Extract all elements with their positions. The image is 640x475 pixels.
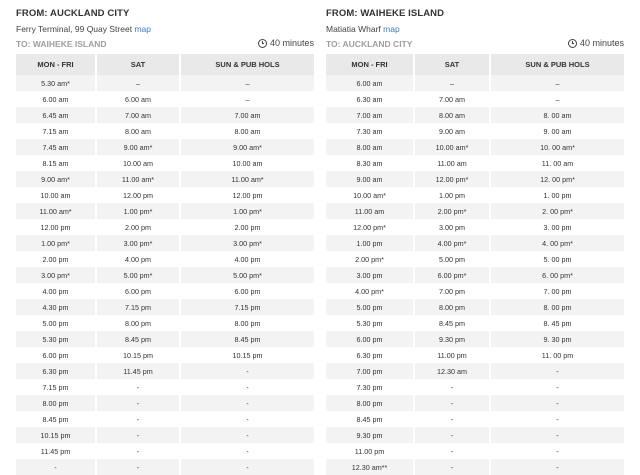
duration-text: 40 minutes (269, 38, 314, 48)
cell-sat: – (96, 75, 180, 91)
cell-sun-pub-hols: 4. 00 pm* (490, 235, 624, 251)
cell-mon-fri: 5.00 pm (326, 299, 414, 315)
table-row (16, 139, 314, 155)
cell-mon-fri: 11.45 pm (16, 443, 96, 459)
departure-heading: FROM: WAIHEKE ISLAND (326, 8, 445, 19)
table-row (326, 443, 624, 459)
cell-sun-pub-hols: - (180, 411, 314, 427)
cell-sun-pub-hols: - (490, 363, 624, 379)
cell-mon-fri: 7.15 am (16, 123, 96, 139)
cell-mon-fri: 12.00 pm* (326, 219, 414, 235)
table-row (326, 299, 624, 315)
cell-sun-pub-hols: – (180, 75, 314, 91)
table-row (326, 411, 624, 427)
cell-sun-pub-hols: 12.00 pm (180, 187, 314, 203)
timetable-table (16, 54, 314, 475)
cell-sat: 6.00 am (96, 91, 180, 107)
table-row (16, 299, 314, 315)
cell-sun-pub-hols: - (180, 443, 314, 459)
table-row (16, 379, 314, 395)
map-link[interactable]: map (383, 24, 400, 34)
table-row (16, 187, 314, 203)
cell-sat: - (96, 379, 180, 395)
cell-sat: 4.00 pm (96, 251, 180, 267)
table-row (16, 75, 314, 91)
table-row (16, 123, 314, 139)
table-row (326, 347, 624, 363)
cell-sun-pub-hols: - (490, 395, 624, 411)
cell-sun-pub-hols: 7.15 pm (180, 299, 314, 315)
cell-sat: 7.00 pm (414, 283, 490, 299)
cell-mon-fri: 5.30 am* (16, 75, 96, 91)
table-row (326, 139, 624, 155)
cell-mon-fri: 7.30 pm (326, 379, 414, 395)
cell-mon-fri: 12.30 am** (326, 459, 414, 475)
cell-sat: 3.00 pm (414, 219, 490, 235)
cell-mon-fri: 8.00 pm (326, 395, 414, 411)
cell-mon-fri: 7.45 am (16, 139, 96, 155)
table-row (326, 459, 624, 475)
column-header-sun-pub-hols: SUN & PUB HOLS (180, 54, 314, 75)
cell-mon-fri: 4.30 pm (16, 299, 96, 315)
cell-sun-pub-hols: 11. 00 am (490, 155, 624, 171)
cell-mon-fri: 8.45 pm (16, 411, 96, 427)
cell-sun-pub-hols: - (180, 395, 314, 411)
cell-sat: - (96, 427, 180, 443)
cell-sun-pub-hols: 7. 00 pm (490, 283, 624, 299)
table-row (16, 107, 314, 123)
table-row (326, 235, 624, 251)
departure-location (326, 24, 400, 34)
table-row (326, 395, 624, 411)
cell-sat: 6.00 pm* (414, 267, 490, 283)
table-row (326, 155, 624, 171)
cell-mon-fri: 6.30 am (326, 91, 414, 107)
cell-sun-pub-hols: - (180, 459, 314, 475)
cell-mon-fri: 8.15 am (16, 155, 96, 171)
cell-sun-pub-hols: 11. 00 pm (490, 347, 624, 363)
cell-mon-fri: 6.00 pm (326, 331, 414, 347)
cell-mon-fri: 6.45 am (16, 107, 96, 123)
cell-sat: 2.00 pm (96, 219, 180, 235)
cell-mon-fri: 6.30 pm (326, 347, 414, 363)
table-row (16, 443, 314, 459)
cell-mon-fri: 3.00 pm (326, 267, 414, 283)
clock-icon (568, 39, 577, 48)
table-row (326, 203, 624, 219)
cell-sat: 10.00 am* (414, 139, 490, 155)
cell-sat: 11.45 pm (96, 363, 180, 379)
cell-mon-fri: 8.45 pm (326, 411, 414, 427)
cell-sun-pub-hols: 2.00 pm (180, 219, 314, 235)
cell-sun-pub-hols: – (490, 91, 624, 107)
duration-text: 40 minutes (579, 38, 624, 48)
table-row (16, 235, 314, 251)
cell-sat: 10.00 am (96, 155, 180, 171)
clock-icon (258, 39, 267, 48)
cell-mon-fri: - (16, 459, 96, 475)
cell-sun-pub-hols: 12. 00 pm* (490, 171, 624, 187)
cell-sun-pub-hols: 8. 00 pm (490, 299, 624, 315)
cell-mon-fri: 7.15 pm (16, 379, 96, 395)
cell-sat: 12.00 pm (96, 187, 180, 203)
cell-sat: 4.00 pm* (414, 235, 490, 251)
cell-sat: 8.00 am (96, 123, 180, 139)
column-header-mon-fri: MON - FRI (326, 54, 414, 75)
table-row (326, 427, 624, 443)
cell-sat: - (414, 443, 490, 459)
destination-heading: TO: AUCKLAND CITY (326, 39, 413, 49)
cell-mon-fri: 4.00 pm (16, 283, 96, 299)
cell-sun-pub-hols: - (490, 459, 624, 475)
cell-sat: 1.00 pm* (96, 203, 180, 219)
cell-mon-fri: 11.00 am (326, 203, 414, 219)
trip-duration (258, 38, 314, 48)
cell-sat: 8.00 pm (96, 315, 180, 331)
table-row (16, 203, 314, 219)
cell-sun-pub-hols: 6. 00 pm* (490, 267, 624, 283)
cell-sun-pub-hols: 10. 00 am* (490, 139, 624, 155)
table-header-row (326, 54, 624, 75)
cell-sun-pub-hols: – (490, 75, 624, 91)
trip-duration (568, 38, 624, 48)
cell-sun-pub-hols: 8. 45 pm (490, 315, 624, 331)
cell-sun-pub-hols: - (490, 443, 624, 459)
departure-heading: FROM: AUCKLAND CITY (16, 8, 130, 19)
cell-mon-fri: 7.00 pm (326, 363, 414, 379)
cell-sat: 12.30 am (414, 363, 490, 379)
destination-heading: TO: WAIHEKE ISLAND (16, 39, 107, 49)
cell-sat: 9.00 am* (96, 139, 180, 155)
cell-sat: 7.00 am (414, 91, 490, 107)
table-row (326, 75, 624, 91)
cell-sun-pub-hols: 11.00 am* (180, 171, 314, 187)
table-row (16, 267, 314, 283)
table-row (16, 395, 314, 411)
cell-sun-pub-hols: 2. 00 pm* (490, 203, 624, 219)
column-header-sat: SAT (96, 54, 180, 75)
cell-mon-fri: 8.30 am (326, 155, 414, 171)
cell-sat: - (96, 411, 180, 427)
cell-sat: 8.00 am (414, 107, 490, 123)
cell-sun-pub-hols: 6.00 pm (180, 283, 314, 299)
cell-sun-pub-hols: 8.45 pm (180, 331, 314, 347)
table-row (326, 107, 624, 123)
table-row (16, 315, 314, 331)
table-row (16, 155, 314, 171)
cell-sat: - (414, 427, 490, 443)
table-row (326, 171, 624, 187)
cell-sun-pub-hols: 10.00 am (180, 155, 314, 171)
cell-sat: 3.00 pm* (96, 235, 180, 251)
table-row (16, 459, 314, 475)
cell-sat: 1.00 pm (414, 187, 490, 203)
table-row (16, 283, 314, 299)
column-header-sat: SAT (414, 54, 490, 75)
cell-sun-pub-hols: 9. 30 pm (490, 331, 624, 347)
cell-sat: 8.45 pm (96, 331, 180, 347)
cell-mon-fri: 5.00 pm (16, 315, 96, 331)
departure-location (16, 24, 151, 34)
cell-sat: 6.00 pm (96, 283, 180, 299)
table-row (326, 123, 624, 139)
cell-mon-fri: 2.00 pm* (326, 251, 414, 267)
column-header-sun-pub-hols: SUN & PUB HOLS (490, 54, 624, 75)
cell-mon-fri: 10.15 pm (16, 427, 96, 443)
cell-mon-fri: 10.00 am (16, 187, 96, 203)
cell-mon-fri: 2.00 pm (16, 251, 96, 267)
cell-sun-pub-hols: – (180, 91, 314, 107)
cell-sun-pub-hols: 3. 00 pm (490, 219, 624, 235)
cell-mon-fri: 11.00 am* (16, 203, 96, 219)
cell-sat: 11.00 pm (414, 347, 490, 363)
column-header-mon-fri: MON - FRI (16, 54, 96, 75)
cell-sun-pub-hols: 7.00 am (180, 107, 314, 123)
cell-sun-pub-hols: 4.00 pm (180, 251, 314, 267)
cell-sun-pub-hols: - (180, 427, 314, 443)
cell-sat: 5.00 pm* (96, 267, 180, 283)
cell-mon-fri: 8.00 pm (16, 395, 96, 411)
table-row (16, 347, 314, 363)
cell-mon-fri: 7.30 am (326, 123, 414, 139)
cell-sun-pub-hols: - (490, 427, 624, 443)
cell-sat: - (96, 395, 180, 411)
cell-sun-pub-hols: 8.00 am (180, 123, 314, 139)
cell-sun-pub-hols: - (180, 379, 314, 395)
table-row (326, 187, 624, 203)
cell-sun-pub-hols: - (490, 411, 624, 427)
timetable-table (326, 54, 624, 475)
cell-mon-fri: 9.30 pm (326, 427, 414, 443)
cell-mon-fri: 12.00 pm (16, 219, 96, 235)
cell-sun-pub-hols: 8.00 pm (180, 315, 314, 331)
table-row (16, 331, 314, 347)
cell-sat: - (414, 411, 490, 427)
cell-sat: - (414, 395, 490, 411)
cell-mon-fri: 6.00 am (16, 91, 96, 107)
cell-mon-fri: 11.00 pm (326, 443, 414, 459)
cell-sat: 7.15 pm (96, 299, 180, 315)
timetable-body (326, 75, 624, 475)
location-text: Matiatia Wharf (326, 24, 381, 34)
cell-sun-pub-hols: 8. 00 am (490, 107, 624, 123)
cell-sat: 11.00 am (414, 155, 490, 171)
cell-sun-pub-hols: 1. 00 pm (490, 187, 624, 203)
cell-sat: – (414, 75, 490, 91)
cell-sun-pub-hols: 1.00 pm* (180, 203, 314, 219)
cell-sun-pub-hols: - (180, 363, 314, 379)
cell-sat: 11.00 am* (96, 171, 180, 187)
cell-mon-fri: 9.00 am* (16, 171, 96, 187)
cell-sat: 5.00 pm (414, 251, 490, 267)
table-row (326, 267, 624, 283)
cell-sun-pub-hols: - (490, 379, 624, 395)
cell-sun-pub-hols: 5. 00 pm (490, 251, 624, 267)
table-row (326, 283, 624, 299)
cell-mon-fri: 9.00 am (326, 171, 414, 187)
table-row (16, 411, 314, 427)
cell-sat: - (414, 459, 490, 475)
table-row (16, 91, 314, 107)
cell-sun-pub-hols: 3.00 pm* (180, 235, 314, 251)
table-row (326, 219, 624, 235)
table-row (16, 219, 314, 235)
cell-sun-pub-hols: 10.15 pm (180, 347, 314, 363)
cell-sun-pub-hols: 9.00 am* (180, 139, 314, 155)
table-row (16, 251, 314, 267)
cell-mon-fri: 6.00 pm (16, 347, 96, 363)
table-header-row (16, 54, 314, 75)
cell-sat: 10.15 pm (96, 347, 180, 363)
cell-sat: - (96, 459, 180, 475)
table-row (16, 363, 314, 379)
location-text: Ferry Terminal, 99 Quay Street (16, 24, 133, 34)
cell-sat: 8.00 pm (414, 299, 490, 315)
cell-mon-fri: 7.00 am (326, 107, 414, 123)
cell-sat: 9.00 am (414, 123, 490, 139)
table-row (326, 363, 624, 379)
table-row (326, 331, 624, 347)
cell-mon-fri: 5.30 pm (16, 331, 96, 347)
cell-sat: 8.45 pm (414, 315, 490, 331)
cell-mon-fri: 6.30 pm (16, 363, 96, 379)
table-row (326, 379, 624, 395)
cell-mon-fri: 3.00 pm* (16, 267, 96, 283)
table-row (16, 427, 314, 443)
table-row (326, 251, 624, 267)
cell-sat: - (414, 379, 490, 395)
cell-sat: 7.00 am (96, 107, 180, 123)
cell-mon-fri: 4.00 pm* (326, 283, 414, 299)
timetable-body (16, 75, 314, 475)
cell-sat: 2.00 pm* (414, 203, 490, 219)
cell-mon-fri: 5.30 pm (326, 315, 414, 331)
table-row (326, 315, 624, 331)
table-row (16, 171, 314, 187)
table-row (326, 91, 624, 107)
cell-mon-fri: 10.00 am* (326, 187, 414, 203)
cell-sun-pub-hols: 9. 00 am (490, 123, 624, 139)
cell-mon-fri: 1.00 pm* (16, 235, 96, 251)
cell-sat: 12.00 pm* (414, 171, 490, 187)
cell-sat: 9.30 pm (414, 331, 490, 347)
cell-mon-fri: 8.00 am (326, 139, 414, 155)
map-link[interactable]: map (134, 24, 151, 34)
cell-mon-fri: 1.00 pm (326, 235, 414, 251)
cell-sat: - (96, 443, 180, 459)
cell-mon-fri: 6.00 am (326, 75, 414, 91)
cell-sun-pub-hols: 5.00 pm* (180, 267, 314, 283)
